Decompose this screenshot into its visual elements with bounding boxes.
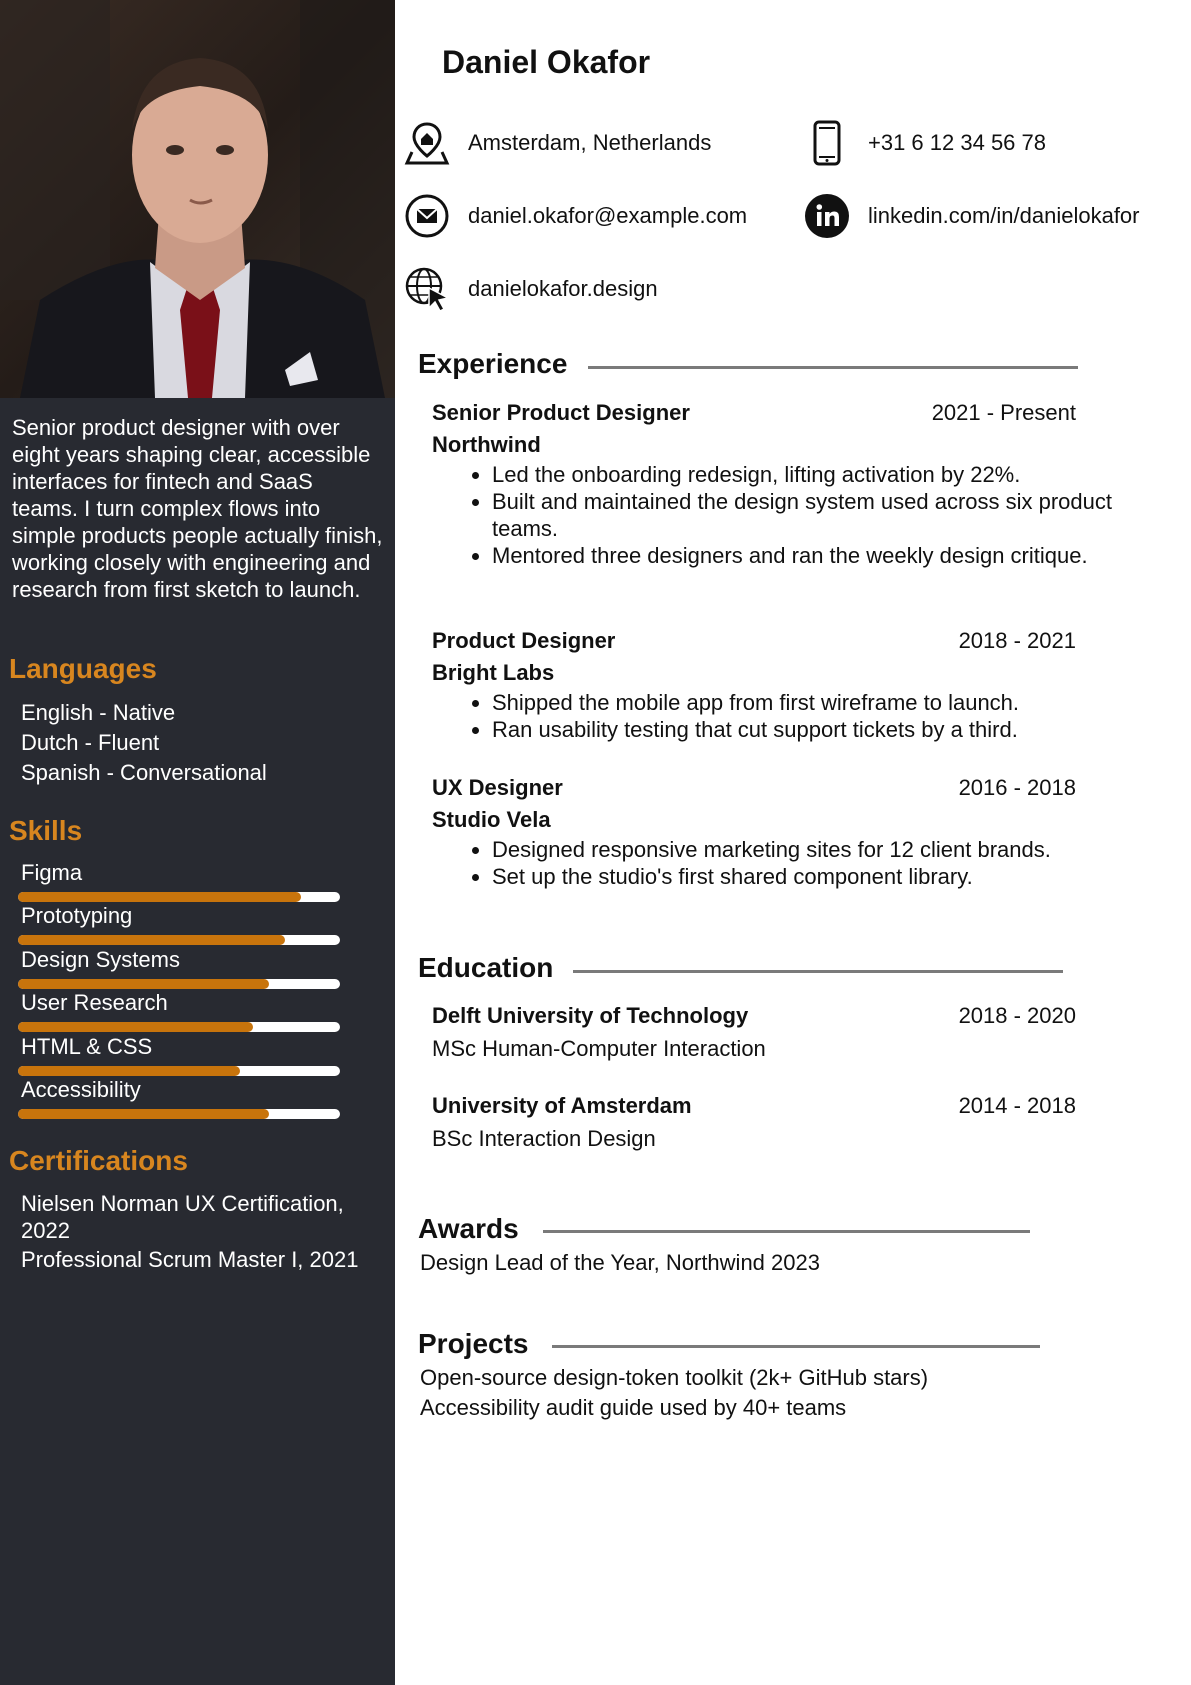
language-item: Spanish - Conversational	[21, 760, 267, 785]
globe-cursor-icon	[404, 266, 450, 312]
languages-list	[21, 698, 267, 788]
skill-html-css	[18, 1034, 340, 1078]
skill-label: Design Systems	[21, 947, 180, 972]
list-item: • Led the onboarding redesign, lifting activation by 22%.	[492, 461, 1112, 488]
education-degree: MSc Human-Computer Interaction	[432, 1036, 766, 1061]
skill-bar	[18, 1022, 340, 1032]
skill-bar-fill	[18, 979, 269, 989]
experience-heading: Experience	[418, 348, 568, 379]
contact-linkedin	[804, 193, 1140, 239]
certification-item: Nielsen Norman UX Certification, 2022	[21, 1191, 344, 1243]
linkedin-link[interactable]: linkedin.com/in/danielokafor	[868, 203, 1140, 228]
location-text: Amsterdam, Netherlands	[468, 130, 712, 155]
email-icon	[404, 193, 450, 239]
skill-label: Figma	[21, 860, 83, 885]
skill-bar-fill	[18, 892, 301, 902]
languages-heading: Languages	[9, 653, 157, 684]
profile-photo	[0, 0, 395, 398]
job-company: Bright Labs	[432, 660, 555, 685]
awards-list	[420, 1248, 820, 1278]
phone-icon	[804, 120, 850, 166]
list-item: • Set up the studio's first shared component library.	[492, 863, 1112, 890]
contact-email	[404, 193, 747, 239]
job-bullets	[432, 689, 1112, 743]
contact-website	[404, 266, 658, 312]
contact-location	[404, 120, 711, 166]
job-title: Senior Product Designer	[432, 400, 690, 425]
job-bullets	[432, 461, 1112, 569]
language-item: Dutch - Fluent	[21, 730, 160, 755]
job-company: Studio Vela	[432, 807, 551, 832]
certifications-heading: Certifications	[9, 1145, 188, 1176]
skill-accessibility	[18, 1077, 340, 1121]
job-dates: 2021 - Present	[931, 400, 1076, 425]
project-item: Accessibility audit guide used by 40+ teams	[420, 1395, 847, 1420]
language-item: English - Native	[21, 700, 176, 725]
contact-phone	[804, 120, 1046, 166]
certifications-list	[21, 1190, 361, 1275]
experience-divider	[588, 366, 1078, 369]
projects-heading: Projects	[418, 1328, 529, 1359]
projects-divider	[552, 1345, 1040, 1348]
award-item: Design Lead of the Year, Northwind 2023	[420, 1250, 820, 1275]
email-link[interactable]: daniel.okafor@example.com	[468, 203, 748, 228]
sidebar	[0, 0, 395, 1685]
job-dates: 2018 - 2021	[958, 628, 1076, 653]
list-item: • Mentored three designers and ran the weekly design critique.	[492, 542, 1112, 569]
project-item: Open-source design-token toolkit (2k+ GitHub stars)	[420, 1365, 929, 1390]
skill-bar-fill	[18, 1022, 253, 1032]
skill-bar	[18, 935, 340, 945]
phone-text: +31 6 12 34 56 78	[868, 130, 1046, 155]
skill-design-systems	[18, 947, 340, 991]
skill-bar	[18, 979, 340, 989]
skill-label: User Research	[21, 990, 168, 1015]
list-item: • Ran usability testing that cut support tickets by a third.	[492, 716, 1112, 743]
education-school: Delft University of Technology	[432, 1003, 749, 1028]
job-company: Northwind	[432, 432, 541, 457]
skill-figma	[18, 860, 340, 904]
profile-summary: Senior product designer with over eight years shaping clear, accessible interfaces for fintech and SaaS teams. I turn complex flows into simple products people actually finish, working closely with engineering and research from first sketch to launch.	[12, 415, 383, 602]
skill-label: HTML & CSS	[21, 1034, 153, 1059]
job-title: Product Designer	[432, 628, 616, 653]
website-link[interactable]: danielokafor.design	[468, 276, 658, 301]
education-heading: Education	[418, 952, 554, 983]
education-dates: 2018 - 2020	[958, 1003, 1076, 1028]
certification-item: Professional Scrum Master I, 2021	[21, 1247, 359, 1272]
skill-bar-fill	[18, 935, 285, 945]
projects-list	[420, 1363, 928, 1423]
list-item: • Built and maintained the design system used across six product teams.	[492, 488, 1112, 542]
skills-heading: Skills	[9, 815, 83, 846]
location-pin-icon	[404, 120, 450, 166]
skill-bar	[18, 1066, 340, 1076]
education-dates: 2014 - 2018	[958, 1093, 1076, 1118]
candidate-name: Daniel Okafor	[442, 44, 651, 80]
skill-label: Accessibility	[21, 1077, 141, 1102]
skill-prototyping	[18, 903, 340, 947]
skill-bar	[18, 892, 340, 902]
skill-user-research	[18, 990, 340, 1034]
job-title: UX Designer	[432, 775, 563, 800]
skill-bar	[18, 1109, 340, 1119]
skill-bar-fill	[18, 1109, 269, 1119]
skill-bar-fill	[18, 1066, 240, 1076]
education-school: University of Amsterdam	[432, 1093, 692, 1118]
list-item: • Shipped the mobile app from first wireframe to launch.	[492, 689, 1112, 716]
education-degree: BSc Interaction Design	[432, 1126, 656, 1151]
awards-divider	[543, 1230, 1030, 1233]
list-item: • Designed responsive marketing sites for 12 client brands.	[492, 836, 1112, 863]
job-bullets	[432, 836, 1112, 890]
awards-heading: Awards	[418, 1213, 519, 1244]
education-divider	[573, 970, 1063, 973]
skill-label: Prototyping	[21, 903, 133, 928]
linkedin-icon	[804, 193, 850, 239]
job-dates: 2016 - 2018	[958, 775, 1076, 800]
